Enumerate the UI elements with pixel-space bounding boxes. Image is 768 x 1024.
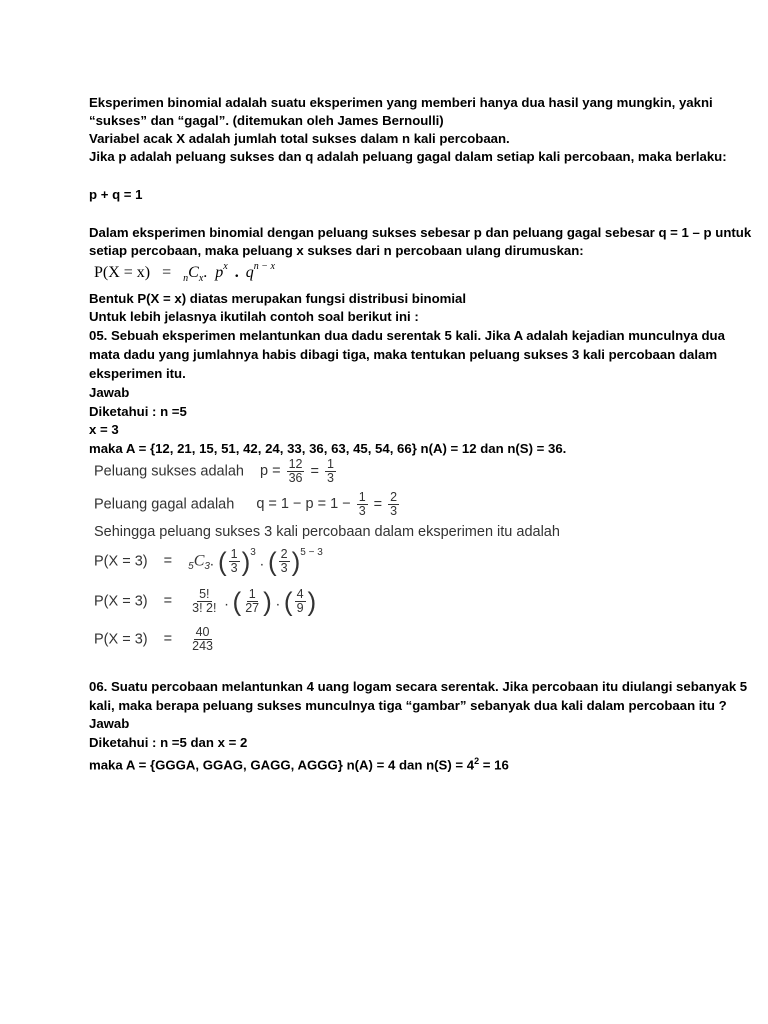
formula-dot: .	[203, 264, 208, 281]
numerator: 4	[296, 587, 304, 601]
denominator: 3	[390, 504, 398, 518]
equals: =	[310, 463, 319, 480]
fraction	[190, 588, 218, 615]
combination-n: 5	[188, 561, 194, 573]
denominator: 3	[280, 561, 288, 575]
formula-dot: .	[234, 264, 239, 281]
solution-line-success	[94, 458, 338, 485]
exponent: 3	[250, 547, 256, 559]
numerator: 1	[327, 457, 334, 471]
denominator: 3	[230, 561, 238, 575]
fraction	[388, 491, 399, 518]
denominator: 36	[288, 471, 303, 485]
fraction	[229, 548, 240, 575]
formula-p: p	[215, 264, 224, 281]
paragraph-line: Bentuk P(X = x) diatas merupakan fungsi distribusi binomial	[89, 291, 467, 306]
question-line: 05. Sebuah eksperimen melantunkan dua dadu serentak 5 kali. Jika A adalah kejadian munculnya dua	[89, 328, 725, 343]
exponent: 5 − 3	[300, 547, 323, 559]
question-line: eksperimen itu.	[89, 366, 186, 381]
denominator: 3	[358, 504, 366, 518]
sample-set-line: maka A = {12, 21, 15, 51, 42, 24, 33, 36, 63, 45, 54, 66} n(A) = 12 dan n(S) = 36.	[89, 441, 567, 456]
success-p: p =	[259, 463, 281, 480]
fraction	[190, 626, 215, 653]
numerator: 12	[288, 457, 303, 471]
paragraph-line: “sukses” dan “gagal”. (ditemukan oleh James Bernoulli)	[89, 113, 444, 128]
exponent: 2	[474, 756, 480, 766]
numerator: 1	[230, 547, 238, 561]
fraction	[243, 588, 261, 615]
solution-text: Sehingga peluang sukses 3 kali percobaan dalam eksperimen itu adalah	[94, 524, 560, 540]
denominator: 3	[327, 471, 334, 485]
solution-step-1	[94, 548, 323, 575]
denominator: 3! 2!	[192, 601, 217, 615]
formula-line: p + q = 1	[89, 187, 143, 202]
step-lhs: P(X = 3)	[94, 593, 148, 610]
fail-q: q = 1 − p = 1 −	[256, 496, 351, 513]
formula-x: x	[198, 273, 204, 284]
numerator: 1	[358, 490, 366, 504]
question-line: 06. Suatu percobaan melantunkan 4 uang logam secara serentak. Jika percobaan itu diulangi sebanyak 5	[89, 679, 748, 694]
open-paren: (	[267, 546, 277, 577]
paragraph-line: Untuk lebih jelasnya ikutilah contoh soal berikut ini :	[89, 309, 419, 324]
equals: =	[373, 496, 383, 513]
given-line: Diketahui : n =5 dan x = 2	[89, 735, 248, 750]
step-lhs: P(X = 3)	[94, 553, 148, 570]
paragraph-line: setiap percobaan, maka peluang x sukses dari n percobaan ulang dirumuskan:	[89, 243, 584, 258]
paragraph-line: Dalam eksperimen binomial dengan peluang sukses sebesar p dan peluang gagal sebesar q = 1 – p untuk	[89, 225, 752, 240]
equals: =	[163, 631, 173, 648]
fraction	[357, 491, 368, 518]
equals: =	[163, 553, 173, 570]
formula-c: C	[188, 264, 199, 281]
formula-p-exponent: x	[223, 261, 228, 272]
solution-line-fail	[94, 491, 401, 518]
combination-c: C	[193, 552, 205, 570]
dot: .	[259, 553, 264, 570]
numerator: 2	[280, 547, 288, 561]
denominator: 9	[296, 601, 304, 615]
answer-heading: Jawab	[89, 385, 130, 400]
open-paren: (	[283, 586, 293, 617]
formula-lhs: P(X = x)	[94, 264, 151, 281]
sample-set-result: = 16	[479, 757, 509, 773]
close-paren: )	[263, 586, 272, 617]
formula-equals: =	[162, 264, 172, 281]
question-line: kali, maka berapa peluang sukses munculnya tiga “gambar” sebanyak dua kali dalam percobaan itu ?	[89, 698, 727, 713]
numerator: 2	[390, 490, 398, 504]
solution-step-2	[94, 588, 316, 615]
fraction	[325, 458, 336, 485]
formula-q-exponent: n − x	[253, 261, 275, 272]
paragraph-line: Variabel acak X adalah jumlah total sukses dalam n kali percobaan.	[89, 131, 510, 146]
fail-label: Peluang gagal adalah	[94, 496, 235, 513]
close-paren: )	[307, 586, 317, 617]
open-paren: (	[232, 586, 242, 617]
denominator: 243	[192, 639, 213, 653]
sample-set-line	[89, 752, 509, 774]
step-lhs: P(X = 3)	[94, 631, 148, 648]
dot: .	[275, 593, 280, 610]
formula-q: q	[245, 264, 254, 281]
paragraph-line: Jika p adalah peluang sukses dan q adalah peluang gagal dalam setiap kali percobaan, maka berlaku:	[89, 149, 727, 164]
open-paren: (	[217, 546, 227, 577]
fraction	[279, 548, 290, 575]
close-paren: )	[241, 546, 251, 577]
dot: .	[209, 553, 214, 570]
success-label: Peluang sukses adalah	[94, 463, 244, 480]
fraction	[287, 458, 305, 485]
fraction	[295, 588, 306, 615]
dot: .	[224, 593, 229, 610]
sample-set-text: maka A = {GGGA, GGAG, GAGG, AGGG} n(A) = 4 dan n(S) = 4	[89, 757, 475, 773]
binomial-formula	[94, 261, 275, 284]
given-line: Diketahui : n =5	[89, 404, 187, 419]
combination-x: 3	[204, 561, 210, 573]
numerator: 1	[248, 587, 256, 601]
numerator: 40	[195, 625, 210, 639]
given-line: x = 3	[89, 422, 119, 437]
denominator: 27	[245, 601, 260, 615]
equals: =	[163, 593, 173, 610]
question-line: mata dadu yang jumlahnya habis dibagi tiga, maka tentukan peluang sukses 3 kali percobaan dalam	[89, 347, 718, 362]
paragraph-line: Eksperimen binomial adalah suatu eksperimen yang memberi hanya dua hasil yang mungkin, yakni	[89, 95, 713, 110]
answer-heading: Jawab	[89, 716, 130, 731]
close-paren: )	[291, 546, 301, 577]
formula-n: n	[183, 273, 189, 284]
numerator: 5!	[199, 587, 210, 601]
solution-result	[94, 626, 217, 653]
